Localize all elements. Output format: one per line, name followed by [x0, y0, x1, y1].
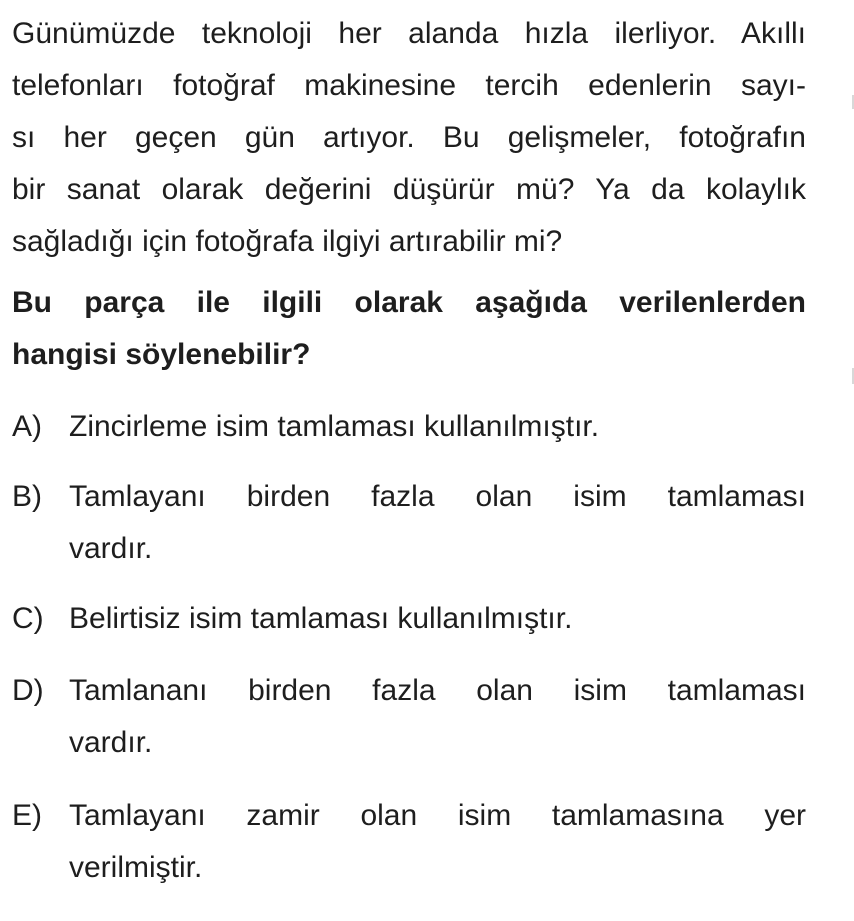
option-d[interactable]: [12, 665, 806, 769]
passage-line: sağladığı için fotoğrafa ilgiyi artırabilir mi?: [12, 225, 563, 258]
option-text: Tamlananı birden fazla olan isim tamlaması: [69, 674, 806, 707]
option-text: Tamlayanı birden fazla olan isim tamlaması: [69, 480, 806, 513]
passage-line: Günümüzde teknoloji her alanda hızla ilerliyor. Akıllı: [12, 17, 806, 50]
option-letter: D): [12, 674, 44, 707]
question-line: hangisi söylenebilir?: [12, 338, 311, 371]
question-line: Bu parça ile ilgili olarak aşağıda verilenlerden: [12, 286, 806, 319]
option-text: vardır.: [69, 532, 153, 565]
option-a[interactable]: [12, 401, 806, 453]
option-text: vardır.: [69, 726, 153, 759]
question-page: [12, 0, 806, 894]
option-c[interactable]: [12, 593, 806, 645]
option-text: Belirtisiz isim tamlaması kullanılmıştır.: [69, 602, 573, 635]
question-stem: [12, 277, 806, 381]
option-e[interactable]: [12, 790, 806, 894]
answer-options: [12, 401, 806, 894]
option-letter: A): [12, 410, 42, 443]
passage-line: telefonları fotoğraf makinesine tercih edenlerin sayı-: [12, 69, 806, 102]
option-text: Zincirleme isim tamlaması kullanılmıştır.: [69, 410, 600, 443]
option-letter: B): [12, 480, 42, 513]
passage-line: sı her geçen gün artıyor. Bu gelişmeler, fotoğrafın: [12, 121, 806, 154]
option-letter: E): [12, 799, 42, 832]
passage-line: bir sanat olarak değerini düşürür mü? Ya da kolaylık: [12, 173, 806, 206]
option-b[interactable]: [12, 471, 806, 575]
option-text: Tamlayanı zamir olan isim tamlamasına yer: [69, 799, 806, 832]
option-text: verilmiştir.: [69, 851, 203, 884]
option-letter: C): [12, 602, 44, 635]
passage: [12, 8, 806, 268]
